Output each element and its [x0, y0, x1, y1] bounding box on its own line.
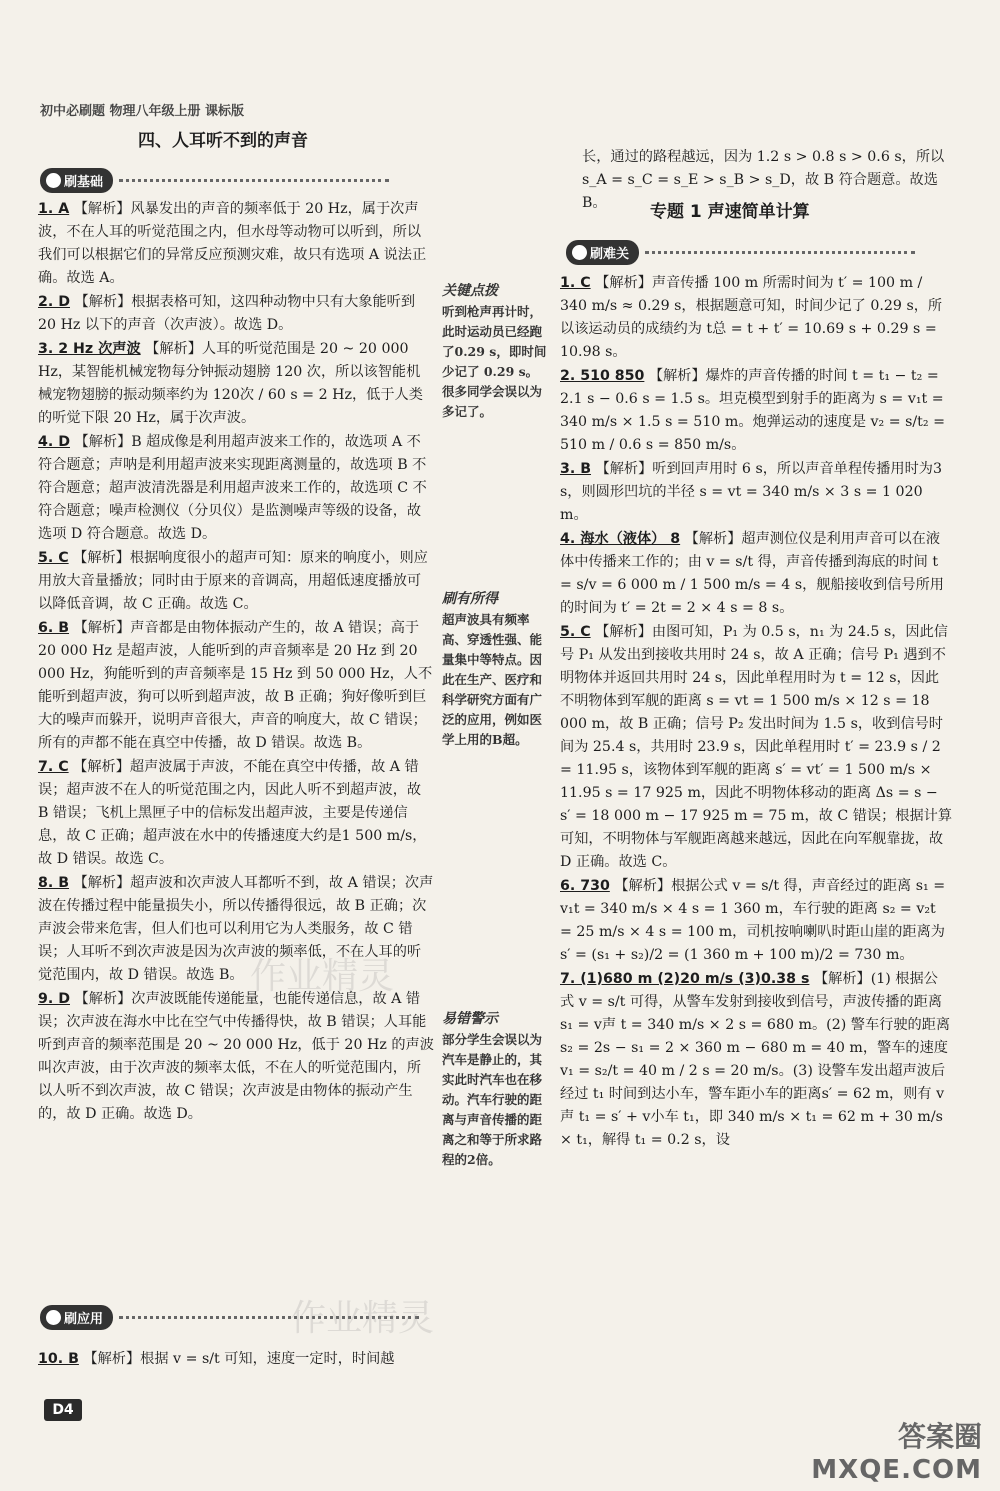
- tag-apply-label: 刷应用: [40, 1305, 113, 1330]
- tag-basic: [40, 168, 389, 193]
- tag-hard: [566, 240, 915, 265]
- list-item: 4. 海水（液体） 8 【解析】超声测位仪是利用声音可以在液体中传播来工作的；由 v = s/t 得，声音传播到海底的时间 t = s/v = 6 000 m / 1 500 m/s = 4 s，舰船接收到信号所用的时间为 t′ = 2t = 2 × 4 s = 8 s。: [560, 531, 944, 616]
- list-item: 9. D 【解析】次声波既能传递能量，也能传递信息，故 A 错误；次声波在海水中比在空气中传播得快，故 B 错误；人耳能听到声音的频率范围是 20 ~ 20 000 Hz，低于 20 Hz 的声波叫次声波，由于次声波的频率太低，不在人的听觉范围内，所以人听不到次声波，故 C 错误；次声波是由物体的振动产生的，故 D 正确。故选 D。: [38, 991, 434, 1122]
- section-title-right: 专题 1 声速简单计算: [650, 202, 810, 222]
- list-item: 4. D 【解析】B 超成像是利用超声波来工作的，故选项 A 不符合题意；声呐是利用超声波来实现距离测量的，故选项 B 不符合题意；超声波清洗器是利用超声波来工作的，故选项 C 不符合题意；噪声检测仪（分贝仪）是监测噪声等级的设备，故选项 D 符合题意。故选 D。: [38, 434, 427, 542]
- page-number: D4: [44, 1399, 82, 1421]
- list-item: 7. C 【解析】超声波属于声波，不能在真空中传播，故 A 错误；超声波不在人的听觉范围之内，因此人听不到超声波，故 B 错误；飞机上黑匣子中的信标发出超声波，主要是传递信息，故 C 正确；超声波在水中的传播速度大约是1 500 m/s，故 D 错误。故选 C。: [38, 759, 427, 867]
- watermark: 作业精灵: [290, 1298, 435, 1339]
- list-item: 6. 730 【解析】根据公式 v = s/t 得，声音经过的距离 s₁ = v₁t = 340 m/s × 4 s = 1 360 m，车行驶的距离 s₂ = v₂t = 25 m/s × 4 s = 100 m，司机按响喇叭时距山崖的距离为 s′ = (s₁ + s₂)/2 = (1 360 m + 100 m)/2 = 730 m。: [560, 878, 946, 963]
- list-item: 2. 510 850 【解析】爆炸的声音传播的时间 t = t₁ − t₂ = 2.1 s − 0.6 s = 1.5 s。坦克模型到射手的距离为 s = v₁t = 340 m/s × 1.5 s = 510 m。炮弹运动的速度是 v₂ = s/t₂ = 510 m / 0.6 s = 850 m/s。: [560, 368, 945, 453]
- watermark: 作业精灵: [250, 956, 395, 997]
- book-header: 初中必刷题 物理八年级上册 课标版: [40, 104, 245, 119]
- right-column: [560, 272, 952, 1153]
- list-item: 3. B 【解析】听到回声用时 6 s，所以声音单程传播用时为3 s，则圆形凹坑的半径 s = vt = 340 m/s × 3 s = 1 020 m。: [560, 461, 943, 523]
- list-item: 8. B 【解析】超声波和次声波人耳都听不到，故 A 错误；次声波在传播过程中能量损失小，所以传播得很远，故 B 正确；次声波会带来危害，但人们也可以利用它为人类服务，故 C 错误；人耳听不到次声波是因为次声波的频率低，不在人耳的听觉范围内，故 D 错误。故选 B。: [38, 875, 434, 983]
- apply-item: 10. B 【解析】根据 v = s/t 可知，速度一定时，时间越: [38, 1351, 395, 1367]
- right-top-text: 长，通过的路程越远，因为 1.2 s > 0.8 s > 0.6 s，所以 s_A = s_C = s_E > s_B > s_D，故 B 符合题意。故选 B。: [582, 149, 945, 211]
- side-note-key: 关键点拨 听到枪声再计时，此时运动员已经跑了0.29 s，即时间少记了 0.29 s。很多同学会误以为多记了。: [442, 283, 547, 419]
- site-logo: 答案圈 MXQE.COM: [811, 1420, 982, 1485]
- list-item: 1. A 【解析】风暴发出的声音的频率低于 20 Hz，属于次声波，不在人耳的听觉范围之内，但水母等动物可以听到，所以我们可以根据它们的异常反应预测灾难，故只有选项 A 说法正确。故选 A。: [38, 201, 427, 286]
- divider: [645, 251, 915, 254]
- list-item: 5. C 【解析】由图可知，P₁ 为 0.5 s，n₁ 为 24.5 s，因此信号 P₁ 从发出到接收共用时 24 s，故 A 正确；信号 P₁ 遇到不明物体并返回共用时 24 s，因此单程用时为 t = 12 s，因此不明物体到军舰的距离 s = vt = 1 500 m/s × 12 s = 18 000 m，故 B 正确；信号 P₂ 发出时间为 1.5 s，收到信号时间为 25.4 s，共用时 23.9 s，因此单程用时 t′ = 23.9 s / 2 = 11.95 s，该物体到军舰的距离 s′ = vt′ = 1 500 m/s × 11.95 s = 17 925 m，因此不明物体移动的距离 Δs = s − s′ = 18 000 m − 17 925 m = 75 m，故 C 错误；根据计算可知，不明物体与军舰距离越来越远，因此在向军舰靠拢，故 D 正确。故选 C。: [560, 624, 953, 870]
- tag-basic-label: 刷基础: [40, 168, 113, 193]
- list-item: 5. C 【解析】根据响度很小的超声可知：原来的响度小，则应用放大音量播放；同时由于原来的音调高，用超低速度播放可以降低音调，故 C 正确。故选 C。: [38, 550, 428, 612]
- list-item: 6. B 【解析】声音都是由物体振动产生的，故 A 错误；高于 20 000 Hz 是超声波，人能听到的声音频率是 20 Hz 到 20 000 Hz，狗能听到的声音频率是 15 Hz 到 50 000 Hz，人不能听到超声波，狗可以听到超声波，故 B 正确；狗好像听到巨大的噪声而躲开，说明声音很大，声音的响度大，故 C 错误；所有的声都不能在真空中传播，故 D 错误。故选 B。: [38, 620, 433, 751]
- list-item: 2. D 【解析】根据表格可知，这四种动物中只有大象能听到 20 Hz 以下的声音（次声波）。故选 D。: [38, 294, 416, 333]
- divider: [119, 179, 389, 182]
- list-item: 1. C 【解析】声音传播 100 m 所需时间为 t′ = 100 m / 340 m/s ≈ 0.29 s，根据题意可知，时间少记了 0.29 s，所以该运动员的成绩约为 t总 = t + t′ = 10.69 s + 0.29 s = 10.98 s。: [560, 275, 943, 360]
- section-title-left: 四、人耳听不到的声音: [138, 131, 308, 151]
- list-item: 3. 2 Hz 次声波 【解析】人耳的听觉范围是 20 ~ 20 000 Hz，某智能机械宠物每分钟振动翅膀 120 次，所以该智能机械宠物翅膀的振动频率约为 120次 / 60 s = 2 Hz，低于人类的听觉下限 20 Hz，属于次声波。: [38, 341, 423, 426]
- side-note-gain: 刷有所得 超声波具有频率高、穿透性强、能量集中等特点。因此在生产、医疗和科学研究方面有广泛的应用，例如医学上用的B超。: [442, 591, 543, 747]
- side-note-warning: 易错警示 部分学生会误以为汽车是静止的，其实此时汽车也在移动。汽车行驶的距离与声音传播的距离之和等于所求路程的2倍。: [442, 1011, 543, 1167]
- tag-hard-label: 刷难关: [566, 240, 639, 265]
- list-item: 7. (1)680 m (2)20 m/s (3)0.38 s 【解析】(1) 根据公式 v = s/t 可得，从警车发射到接收到信号，声波传播的距离 s₁ = v声 t = 340 m/s × 2 s = 680 m。(2) 警车行驶的距离 s₂ = 2s − s₁ = 2 × 360 m − 680 m = 40 m，警车的速度 v₁ = s₂/t = 40 m / 2 s = 20 m/s。(3) 设警车发出超声波后经过 t₁ 时间到达小车，警车距小车的距离s′ = 62 m，则有 v声 t₁ = s′ + v小车 t₁，即 340 m/s × t₁ = 62 m + 30 m/s × t₁，解得 t₁ = 0.2 s，设: [560, 971, 951, 1148]
